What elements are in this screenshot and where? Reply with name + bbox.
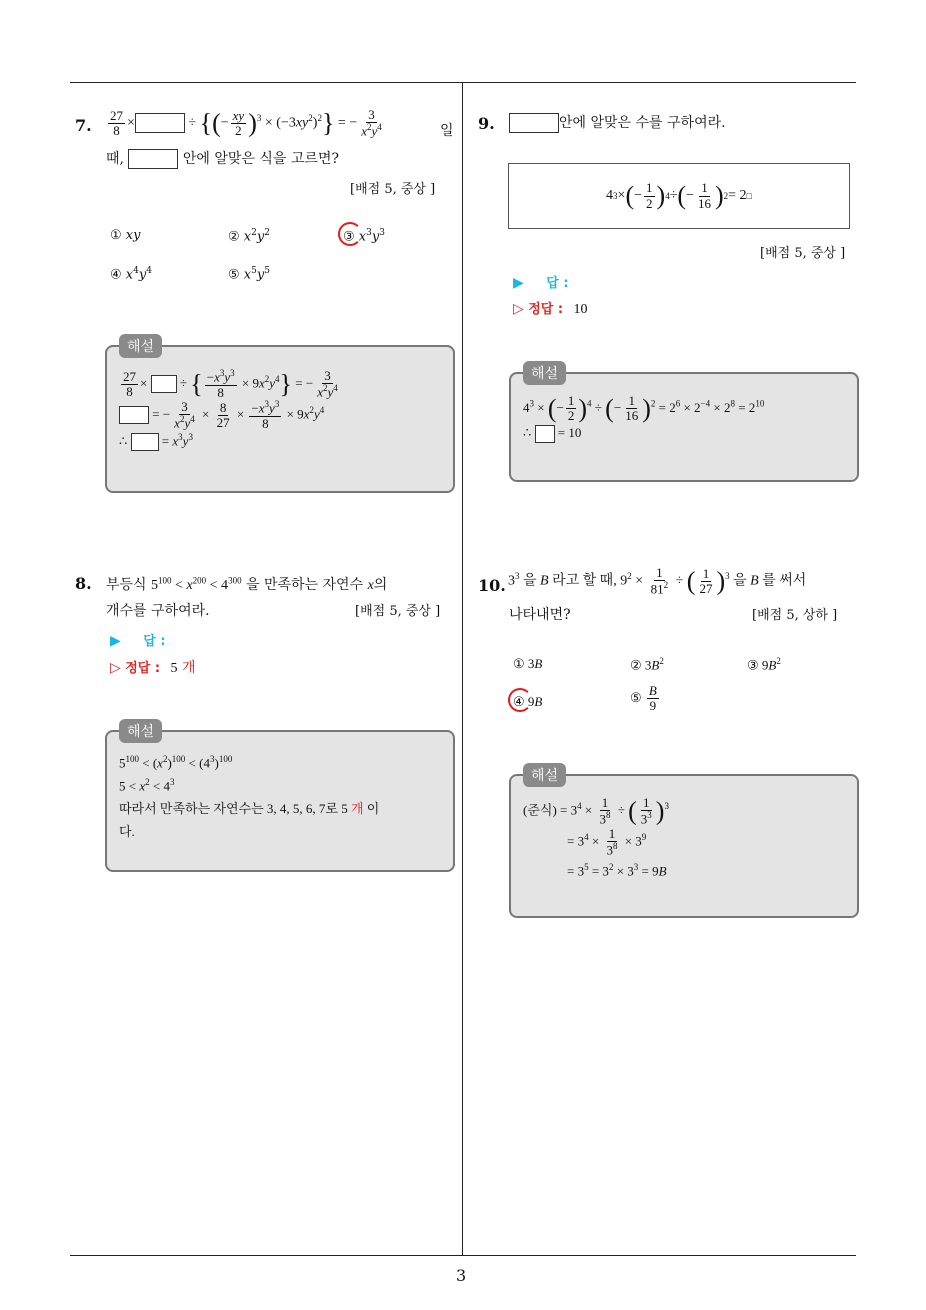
q9-solution-box xyxy=(509,366,859,482)
q9-text: 안에 알맞은 수를 구하여라. xyxy=(559,115,726,131)
q9-correct-row xyxy=(513,298,588,318)
q10-solution-tab: 해설 xyxy=(523,763,566,787)
q8-solution-unit: 개 xyxy=(350,801,364,817)
q8-solution-line4: 다. xyxy=(119,823,135,839)
q7-option-3[interactable]: ③ $x^3y^3$ xyxy=(343,228,385,245)
q9-solution-tab: 해설 xyxy=(523,361,566,385)
q10-option-5[interactable]: ⑤ $\frac{B}{9}$ xyxy=(630,683,657,714)
q9-correct-arrow-icon: ▷ xyxy=(513,301,524,317)
q8-answer-label: 답 : xyxy=(143,634,166,649)
q9-correct-value: 10 xyxy=(573,302,588,317)
q8-line1: 부등식 $5^{100} < x^{200} < 4^{300}$ 을 만족하는 자연수 x의 xyxy=(106,575,388,593)
q8-line1-pre: 부등식 xyxy=(106,577,147,593)
q9-number: 9. xyxy=(478,114,495,133)
q8-line1-end: 의 xyxy=(373,577,388,593)
q7-answer-circle xyxy=(338,222,362,246)
q9-meta: [배점 5, 중상 ] xyxy=(760,246,846,261)
q8-line2: 개수를 구하여라. xyxy=(106,603,210,619)
q8-correct-label: 정답 : xyxy=(125,661,161,676)
bottom-rule xyxy=(70,1255,856,1256)
q8-answer-row xyxy=(110,630,166,649)
q8-correct-row xyxy=(110,657,196,677)
q10-line1-end: 을 xyxy=(733,573,747,589)
q9-equation-box: 4 3 × ( − $\frac{1}{2}$ ) 4 ÷ ( − $\frac{1}{16}$ ) 2 = 2 □ xyxy=(508,163,850,229)
q7-line2-start: 때, xyxy=(106,151,124,167)
q7-line2 xyxy=(106,148,339,169)
q8-meta: [배점 5, 중상 ] xyxy=(355,604,441,619)
q10-option-1[interactable]: ① 3B xyxy=(513,656,543,671)
q10-option-2[interactable]: ② $3B^2$ xyxy=(630,656,664,673)
q7-option-1[interactable]: ① xy xyxy=(110,228,141,243)
q10-meta: [배점 5, 상하 ] xyxy=(752,608,838,623)
q10-line1-end2: 를 써서 xyxy=(762,573,807,589)
q9-blank xyxy=(509,113,559,133)
q7-solution-tab: 해설 xyxy=(119,334,162,358)
q7-line2-rest: 안에 알맞은 식을 고르면? xyxy=(182,151,339,167)
q8-solution-body: $5^{100} < (x^2)^{100} < (4^3)^{100}$ $5 < x^2 < 4^3$ 따라서 만족하는 자연수는 3, 4, 5, 6, 7로 5 개 이 다. xyxy=(119,752,379,844)
q9-answer-label: 답 : xyxy=(546,276,569,291)
page-number: 3 xyxy=(456,1266,467,1285)
q10-number: 10. xyxy=(478,576,506,595)
q7-solution-box xyxy=(105,339,455,493)
q10-solution-prefix: (준식) xyxy=(523,802,557,818)
q9-line1 xyxy=(509,112,726,133)
q8-correct-unit: 개 xyxy=(181,660,196,676)
q8-answer-arrow-icon: ▶ xyxy=(110,633,121,649)
q8-solution-tab: 해설 xyxy=(119,719,162,743)
q10-solution-body: (준식) = $3^4$ × $\frac{1}{3^8}$ ÷ ( $\frac{1}{3^3}$ )$^3$ = $3^4$ × $\frac{1}{3^8}$ × $3^9$ = $3^5 = 3^2 \times 3^3 = 9B$ xyxy=(523,795,669,879)
q10-line1: $3^3$ 을 B 라고 할 때, $9^2$ × $\frac{1}{81^2}$ ÷ ( $\frac{1}{27}$ )$^3$ 을 B 를 써서 xyxy=(508,565,807,597)
q8-correct-value: 5 xyxy=(170,661,178,676)
q7-number: 7. xyxy=(75,116,92,135)
q7-meta: [배점 5, 중상 ] xyxy=(350,182,436,197)
q9-solution-body: $4^3$ × (− $\frac{1}{2}$ )$^4$ ÷ (− $\frac{1}{16}$ )$^2 = 2^6 \times 2^{-4} \times 2^8 = 2^{10}$ ∴ = 10 xyxy=(523,394,764,443)
q8-solution-line3-end: 이 xyxy=(366,801,380,817)
q10-solution-box xyxy=(509,768,859,918)
q9-answer-arrow-icon: ▶ xyxy=(513,275,524,291)
q7-text-tail: 일 xyxy=(440,123,454,139)
q7-option-5[interactable]: ⑤ $x^5y^5$ xyxy=(228,266,270,283)
q8-solution-line3: 따라서 만족하는 자연수는 3, 4, 5, 6, 7로 5 xyxy=(119,801,348,817)
q10-answer-circle xyxy=(508,688,532,712)
top-rule xyxy=(70,82,856,83)
q7-option-2[interactable]: ② $x^2y^2$ xyxy=(228,228,270,245)
q8-number: 8. xyxy=(75,574,92,593)
q7-solution-body: $\frac{27}{8}$ × ÷ { $\frac{-x^3y^3}{8}$ × $9x^2y^4$} = − $\frac{3}{x^2y^4}$ = − $\frac{3}{x^2y^4}$ × $\frac{8}{27}$ × $\frac{-x^3y^3}{8}$ × $9x^2y^4$ ∴ = $x^3y^3$ xyxy=(119,369,342,451)
q8-solution-box xyxy=(105,724,455,872)
q9-answer-row xyxy=(513,272,569,291)
q7-blank xyxy=(128,149,178,169)
column-divider xyxy=(462,83,463,1255)
q8-line1-post: 을 만족하는 자연수 xyxy=(246,577,364,593)
q10-option-4[interactable]: ④ 9B xyxy=(513,694,543,709)
q10-line1-mid2: 라고 할 때, xyxy=(552,573,617,589)
q8-correct-arrow-icon: ▷ xyxy=(110,660,121,676)
q7-equation: $\frac{27}{8}$ × ÷ {(− $\frac{xy}{2}$ )$^3 \times (-3xy^2)^2$} = − $\frac{3}{x^2y^4}$ xyxy=(110,107,382,139)
q10-line1-mid: 을 xyxy=(523,573,537,589)
q10-line2: 나타내면? xyxy=(509,607,571,623)
q10-option-3[interactable]: ③ $9B^2$ xyxy=(747,656,781,673)
q7-option-4[interactable]: ④ $x^4y^4$ xyxy=(110,266,152,283)
q9-correct-label: 정답 : xyxy=(528,302,564,317)
